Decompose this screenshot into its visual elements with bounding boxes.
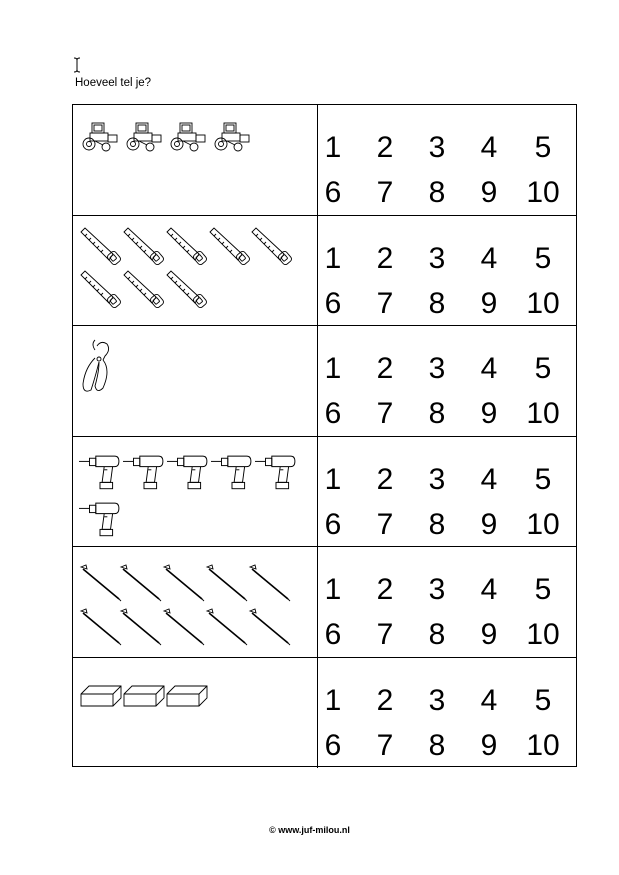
number-choice[interactable]: 3 <box>428 241 446 275</box>
number-choice[interactable]: 7 <box>376 507 394 541</box>
number-choice[interactable]: 6 <box>324 397 342 430</box>
number-choice[interactable]: 2 <box>376 131 394 164</box>
number-choice[interactable]: 9 <box>480 728 498 762</box>
number-choice[interactable]: 5 <box>534 462 552 496</box>
number-choice[interactable]: 2 <box>376 683 394 717</box>
counting-worksheet <box>72 104 577 767</box>
nail-icon <box>81 609 121 645</box>
number-choices <box>319 437 578 547</box>
number-choice[interactable]: 2 <box>376 462 394 496</box>
tractor-icon <box>83 123 117 151</box>
number-choice[interactable]: 4 <box>480 462 498 496</box>
picture-cell <box>73 547 318 657</box>
saw-icon <box>81 271 122 309</box>
number-choice[interactable]: 3 <box>428 352 446 385</box>
worksheet-row <box>73 326 576 437</box>
number-choice[interactable]: 6 <box>324 728 342 762</box>
number-choice[interactable]: 4 <box>480 241 498 275</box>
number-choice[interactable]: 9 <box>480 397 498 430</box>
number-choice[interactable]: 6 <box>324 176 342 209</box>
number-choice[interactable]: 7 <box>376 176 394 209</box>
number-choice[interactable]: 4 <box>480 683 498 717</box>
number-choice[interactable]: 1 <box>324 131 342 164</box>
number-choice[interactable]: 10 <box>526 176 560 209</box>
number-choice[interactable]: 9 <box>480 176 498 209</box>
number-choice[interactable]: 5 <box>534 573 552 606</box>
saw-icon <box>124 228 165 266</box>
tractor-icon <box>127 123 161 151</box>
number-choices <box>319 216 578 326</box>
brick-icon <box>167 686 207 706</box>
number-choice[interactable]: 8 <box>428 176 446 209</box>
picture-cell <box>73 105 318 215</box>
nail-icon <box>250 565 290 601</box>
picture-cell <box>73 216 318 326</box>
picture-cell <box>73 437 318 547</box>
tractor-icon <box>215 123 249 151</box>
worksheet-row <box>73 658 576 769</box>
worksheet-row <box>73 216 576 327</box>
drill-icon <box>255 456 295 489</box>
number-choice[interactable]: 4 <box>480 573 498 606</box>
saw-icon <box>167 228 208 266</box>
number-choice[interactable]: 4 <box>480 352 498 385</box>
number-choice[interactable]: 10 <box>526 618 560 651</box>
copyright-footer: © www.juf-milou.nl <box>269 825 350 835</box>
number-choice[interactable]: 9 <box>480 618 498 651</box>
number-choices <box>319 105 578 215</box>
number-choice[interactable]: 5 <box>534 131 552 164</box>
nail-icon <box>164 609 204 645</box>
number-choice[interactable]: 7 <box>376 728 394 762</box>
brick-icons <box>73 658 318 768</box>
page-title: Hoeveel tel je? <box>75 77 152 89</box>
drill-icon <box>79 503 119 536</box>
picture-cell <box>73 326 318 436</box>
drill-icon <box>79 456 119 489</box>
nail-icon <box>207 609 247 645</box>
number-choice[interactable]: 2 <box>376 352 394 385</box>
number-choice[interactable]: 1 <box>324 573 342 606</box>
number-choice[interactable]: 9 <box>480 507 498 541</box>
number-choice[interactable]: 5 <box>534 352 552 385</box>
brick-icon <box>124 686 164 706</box>
number-choice[interactable]: 1 <box>324 352 342 385</box>
pliers-icon <box>83 340 109 391</box>
number-choice[interactable]: 9 <box>480 286 498 320</box>
worksheet-row <box>73 547 576 658</box>
number-choice[interactable]: 6 <box>324 618 342 651</box>
number-choice[interactable]: 3 <box>428 462 446 496</box>
number-choice[interactable]: 2 <box>376 241 394 275</box>
number-choice[interactable]: 10 <box>526 397 560 430</box>
number-choice[interactable]: 10 <box>526 286 560 320</box>
tractor-icon <box>171 123 205 151</box>
number-choice[interactable]: 3 <box>428 131 446 164</box>
nail-icon <box>81 565 121 601</box>
number-choice[interactable]: 10 <box>526 728 560 762</box>
number-choice[interactable]: 4 <box>480 131 498 164</box>
saw-icon <box>252 228 293 266</box>
number-choice[interactable]: 5 <box>534 683 552 717</box>
number-choice[interactable]: 1 <box>324 241 342 275</box>
saw-icon <box>81 228 122 266</box>
number-choice[interactable]: 7 <box>376 397 394 430</box>
number-choices <box>319 326 578 436</box>
worksheet-row <box>73 105 576 216</box>
number-choice[interactable]: 8 <box>428 397 446 430</box>
drill-icon <box>167 456 207 489</box>
drill-icon <box>123 456 163 489</box>
number-choice[interactable]: 8 <box>428 507 446 541</box>
number-choice[interactable]: 3 <box>428 573 446 606</box>
number-choice[interactable]: 10 <box>526 507 560 541</box>
number-choice[interactable]: 7 <box>376 286 394 320</box>
number-choices <box>319 658 578 769</box>
nail-icon <box>121 609 161 645</box>
text-cursor-icon <box>73 57 81 73</box>
number-choice[interactable]: 3 <box>428 683 446 717</box>
worksheet-row <box>73 437 576 548</box>
number-choice[interactable]: 8 <box>428 286 446 320</box>
number-choice[interactable]: 6 <box>324 507 342 541</box>
number-choice[interactable]: 6 <box>324 286 342 320</box>
number-choice[interactable]: 8 <box>428 618 446 651</box>
nail-icon <box>250 609 290 645</box>
saw-icon <box>124 271 165 309</box>
number-choice[interactable]: 1 <box>324 683 342 717</box>
number-choice[interactable]: 5 <box>534 241 552 275</box>
nail-icon <box>121 565 161 601</box>
nail-icon <box>207 565 247 601</box>
drill-icon <box>211 456 251 489</box>
tractor-icons <box>73 105 318 215</box>
number-choices <box>319 547 578 657</box>
nail-icon <box>164 565 204 601</box>
picture-cell <box>73 658 318 769</box>
nail-icons <box>73 547 318 657</box>
pliers-icons <box>73 326 318 436</box>
number-choice[interactable]: 1 <box>324 462 342 496</box>
saw-icons <box>73 216 318 326</box>
number-choice[interactable]: 2 <box>376 573 394 606</box>
saw-icon <box>167 271 208 309</box>
saw-icon <box>210 228 251 266</box>
brick-icon <box>81 686 121 706</box>
drill-icons <box>73 437 318 547</box>
number-choice[interactable]: 8 <box>428 728 446 762</box>
number-choice[interactable]: 7 <box>376 618 394 651</box>
